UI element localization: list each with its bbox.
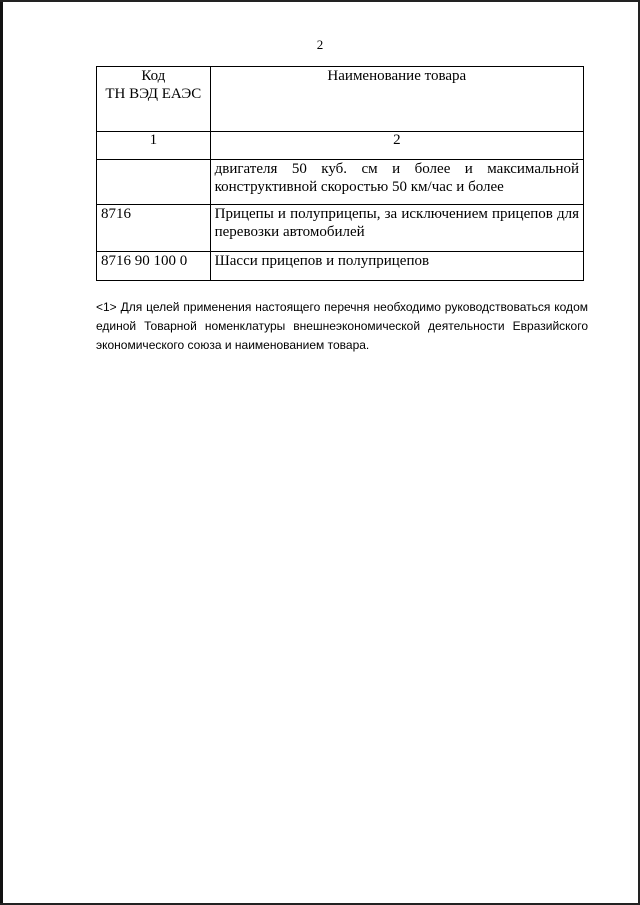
- row-name-cell: Шасси прицепов и полуприцепов: [210, 252, 583, 281]
- header-name-cell: Наименование товара: [210, 67, 583, 132]
- scan-edge-left: [0, 0, 3, 905]
- row-code-cell: 8716 90 100 0: [97, 252, 211, 281]
- column-number-row: [97, 132, 584, 160]
- header-code-line2: ТН ВЭД ЕАЭС: [105, 86, 202, 102]
- column-number-2: 2: [210, 132, 583, 160]
- footnote: <1> Для целей применения настоящего перечня необходимо руководствоваться кодом единой Товарной номенклатуры внешнеэкономической деятельности Евразийского экономического союза и наименованием товара.: [96, 300, 588, 352]
- table-header-row: [97, 67, 584, 132]
- page-number: 2: [316, 37, 324, 52]
- header-code-cell: [97, 67, 211, 132]
- row-code-cell: 8716: [97, 205, 211, 252]
- column-number-1: 1: [97, 132, 211, 160]
- row-name-cell: двигателя 50 куб. см и более и максимальной конструктивной скоростью 50 км/час и более: [210, 160, 583, 205]
- table-row: [97, 160, 584, 205]
- scan-edge-top: [0, 0, 640, 2]
- row-code-cell: [97, 160, 211, 205]
- table-row: [97, 252, 584, 281]
- goods-table: [96, 66, 584, 281]
- table-row: [97, 205, 584, 252]
- header-code-line1: Код: [141, 68, 166, 84]
- row-name-cell: Прицепы и полуприцепы, за исключением прицепов для перевозки автомобилей: [210, 205, 583, 252]
